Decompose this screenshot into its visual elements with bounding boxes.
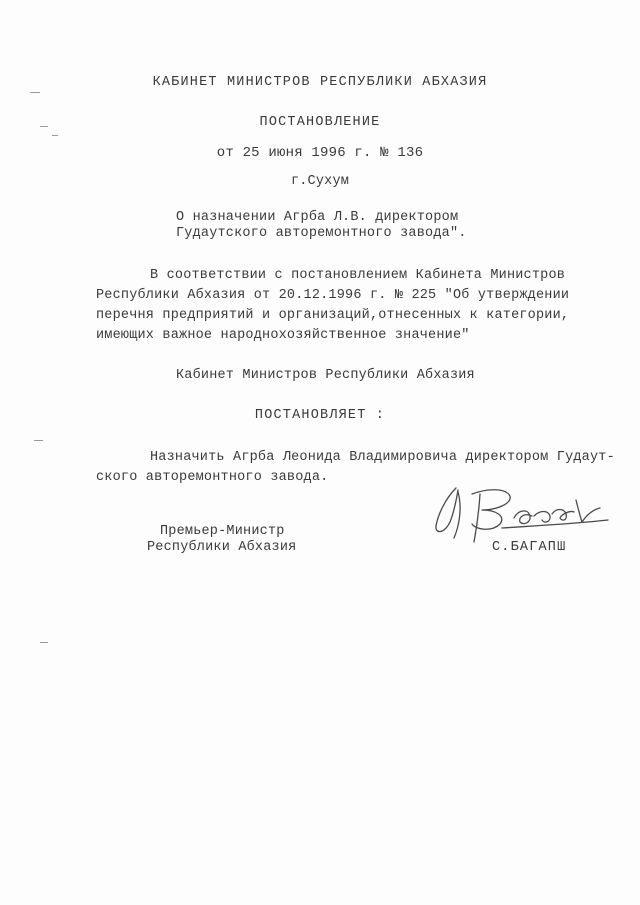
issuer-line: Кабинет Министров Республики Абхазия: [176, 368, 475, 383]
body-line-4: имеющих важное народнохозяйственное значение": [96, 328, 470, 343]
scan-speck: [30, 92, 40, 93]
body-line-2: Республики Абхазия от 20.12.1996 г. № 225 "Об утверждении: [96, 288, 570, 303]
document-city: г.Сухум: [290, 174, 350, 189]
decree-word: ПОСТАНОВЛЯЕТ :: [254, 408, 386, 423]
subject-line-1: О назначении Агрба Л.В. директором: [176, 210, 459, 225]
document-date-line: от 25 июня 1996 г. № 136: [216, 145, 424, 161]
body-line-1: В соответствии с постановлением Кабинета Министров: [150, 268, 566, 283]
body-line-3: перечня предприятий и организаций,отнесенных к категории,: [96, 308, 570, 323]
resolution-line-2: ского авторемонтного завода.: [96, 470, 329, 485]
subject-line-2: Гудаутского авторемонтного завода".: [176, 226, 467, 241]
signatory-title-line-2: Республики Абхазия: [147, 540, 297, 555]
signatory-title-line-1: Премьер-Министр: [160, 524, 285, 539]
scan-speck: [40, 642, 48, 643]
document-type-heading: ПОСТАНОВЛЕНИЕ: [259, 115, 381, 130]
scan-speck: [34, 440, 43, 441]
organization-heading: КАБИНЕТ МИНИСТРОВ РЕСПУБЛИКИ АБХАЗИЯ: [152, 75, 488, 90]
resolution-line-1: Назначить Агрба Леонида Владимировича директором Гудаут-: [150, 450, 615, 465]
scan-speck: [52, 135, 58, 136]
signatory-name: С.БАГАПШ: [492, 540, 567, 555]
